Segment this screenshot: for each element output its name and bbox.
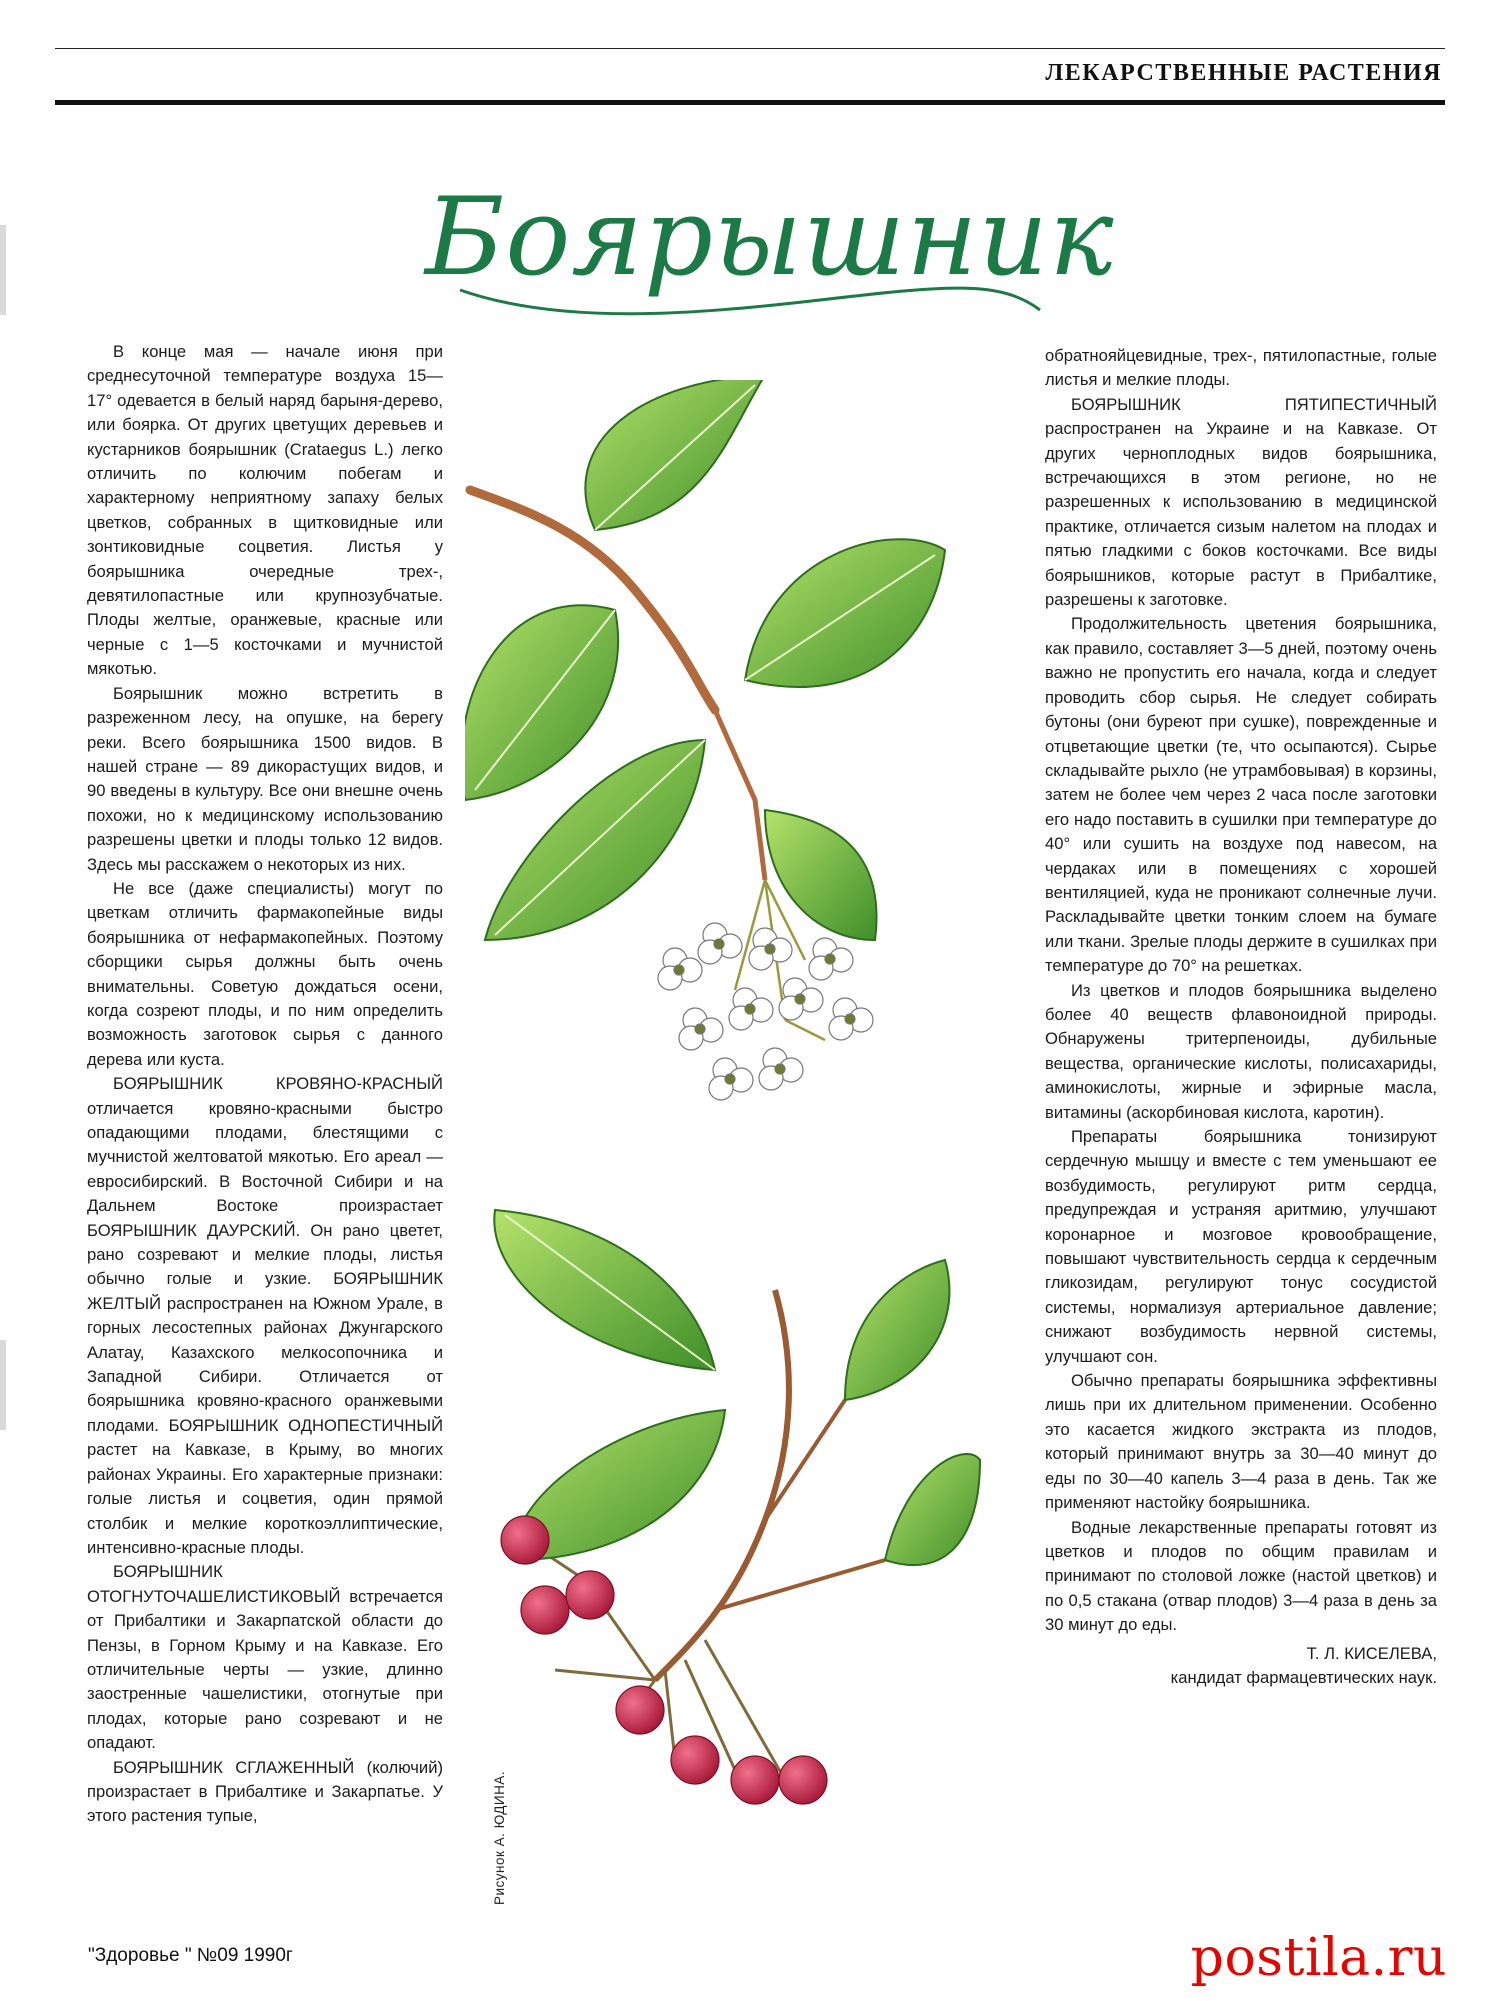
leaf-icon [845,1260,949,1400]
leaf-icon [465,605,618,800]
paragraph: Препараты боярышника тонизируют сердечную мышцу и вместе с тем уменьшают ее возбудимость, регулируют ритм сердца, предупреждая и устраняя аритмию, улучшают коронарное и мозговое кровообращение, повышают чувствительность сердца к сердечным гликозидам, регулируют тонус сосудистой системы, нормализуя артериальное давление; снижают возбудимость нервной системы, улучшают сон. [1045,1127,1437,1366]
scan-edge-mark [0,225,6,315]
paragraph: Водные лекарственные препараты готовят из цветков и плодов по общим правилам и принимают по столовой ложке (настой цветков) и по 0,5 стакана (отвар плодов) 3—4 раза в день за 30 минут до еды. [1045,1517,1437,1635]
author-name: Т. Л. КИСЕЛЕВА, [1306,1643,1437,1663]
watermark-logo: postila.ru [1190,1928,1447,1988]
paragraph: обратнояйцевидные, трех-, пятилопастные, голые листья и мелкие плоды. [1045,346,1437,390]
right-column [1045,344,1437,1690]
title-flourish [440,270,1060,330]
paragraph: БОЯРЫШНИК КРОВЯНО-КРАСНЫЙ отличается кровяно-красными быстро опадающими плодами, блестящими с мучнистой желтоватой мякотью. Его ареал — евросибирский. В Восточной Сибири и на Дальнем Востоке произрастает БОЯРЫШНИК ДАУРСКИЙ. Он рано цветет, рано созревают и мелкие плоды, листья обычно голые и узкие. БОЯРЫШНИК ЖЕЛТЫЙ распространен на Южном Урале, в горных лесостепных районах Джунгарского Алатау, Казахского мелкосопочника и Западной Сибири. Отличается от боярышника кровяно-красного оранжевыми плодами. БОЯРЫШНИК ОДНОПЕСТИЧНЫЙ растет на Кавказе, в Крыму, во многих районах Украины. Его характерные признаки: голые листья и соцветия, один прямой столбик и мелкие короткоэллиптические, интенсивно-красные плоды. [87,1074,443,1557]
paragraph: БОЯРЫШНИК СГЛАЖЕННЫЙ (колючий) произрастает в Прибалтике и Закарпатье. У этого растения тупые, [87,1757,443,1826]
leaf-icon [745,539,945,687]
author-title: кандидат фармацевтических наук. [1170,1667,1437,1687]
header-bottom-rule [55,100,1445,105]
paragraph: Обычно препараты боярышника эффективны лишь при их длительном применении. Особенно это касается жидкого экстракта из плодов, который принимают внутрь за 30—40 минут до еды по 30—40 капель 3—4 раза в день. Так же применяют настойку боярышника. [1045,1371,1437,1513]
leaf-icon [494,1210,715,1370]
article-title: Боярышник [425,175,1115,300]
header-top-rule [55,48,1445,49]
paragraph: БОЯРЫШНИК ОТОГНУТОЧАШЕЛИСТИКОВЫЙ встречается от Прибалтики и Закарпатской области до Пензы, в Горном Крыму и на Кавказе. Его отличительные черты — узкие, длинно заостренные чашелистики, отогнутые при плодах, которые рано созревают и не опадают. [87,1562,443,1753]
source-citation: "Здоровье " №09 1990г [88,1945,293,1966]
paragraph: Продолжительность цветения боярышника, как правило, составляет 3—5 дней, поэтому очень важно не пропустить его начала, когда и следует проводить сбор сырья. Не следует собирать бутоны (они буреют при сушке), поврежденные и отцветающие цветки (те, что осыпаются). Сырье складывайте рыхло (не утрамбовывая) в корзины, затем не более чем через 2 часа после заготовки его надо поставить в сушилки при температуре до 40° или сушить на воздухе под навесом, на чердаках или в помещениях с хорошей вентиляцией, куда не проникают солнечные лучи. Раскладывайте цветки тонким слоем на бумаге или ткани. Зрелые плоды держите в сушилках при температуре до 70° на решетках. [1045,614,1437,976]
paragraph: Не все (даже специалисты) могут по цветкам отличить фармакопейные виды боярышника от нефармакопейных. Поэтому сборщики сырья должны быть очень внимательны. Советую дождаться осени, когда созреют плоды, и по ним определить возможность заготовок сырья с данного дерева или куста. [87,878,443,1069]
illustration-credit: Рисунок А. ЮДИНА. [492,1770,507,1905]
paragraph: Из цветков и плодов боярышника выделено более 40 веществ флавоноидной природы. Обнаружены тритерпеноиды, дубильные вещества, органические кислоты, полисахариды, аминокислоты, жирные и эфирные масла, витамины (аскорбиновая кислота, каротин). [1045,980,1437,1122]
section-title: ЛЕКАРСТВЕННЫЕ РАСТЕНИЯ [1045,60,1442,86]
leaf-icon [585,380,765,530]
paragraph: БОЯРЫШНИК ПЯТИПЕСТИЧНЫЙ распространен на Украине и на Кавказе. От других черноплодных видов боярышника, встречающихся в этом регионе, но не разрешенных к использованию в медицинской практике, отличается сизым налетом на плодах и пятью гладкими с боков косточками. Все виды боярышников, которые растут в Прибалтике, разрешены к заготовке. [1045,394,1437,610]
flower-cluster [658,923,873,1100]
paragraph: В конце мая — начале июня при среднесуточной температуре воздуха 15—17° одевается в белый наряд барыня-дерево, или боярка. От других цветущих деревьев и кустарников боярышник (Crataegus L.) легко отличить по колючим побегам и характерному неприятному запаху белых цветков, собранных в щитковидные или зонтиковидные соцветия. Листья у боярышника очередные трех-, девятилопастные или крупнозубчатые. Плоды желтые, оранжевые, красные или черные с 1—5 косточками и мучнистой мякотью. [87,342,443,679]
berry-cluster [501,1516,827,1804]
leaf-icon [885,1454,980,1565]
author-signature [1045,1642,1437,1691]
hawthorn-illustration [465,380,985,1910]
left-column [87,340,443,1829]
paragraph: Боярышник можно встретить в разреженном лесу, на опушке, на берегу реки. Всего боярышника 1500 видов. В нашей стране — 89 дикорастущих видов, и 90 введены в культуру. Все они внешне очень похожи, но к медицинскому использованию разрешены цветки и плоды только 12 видов. Здесь мы расскажем о некоторых из них. [87,683,443,874]
scan-edge-mark [0,1340,6,1430]
leaf-icon [765,810,877,940]
